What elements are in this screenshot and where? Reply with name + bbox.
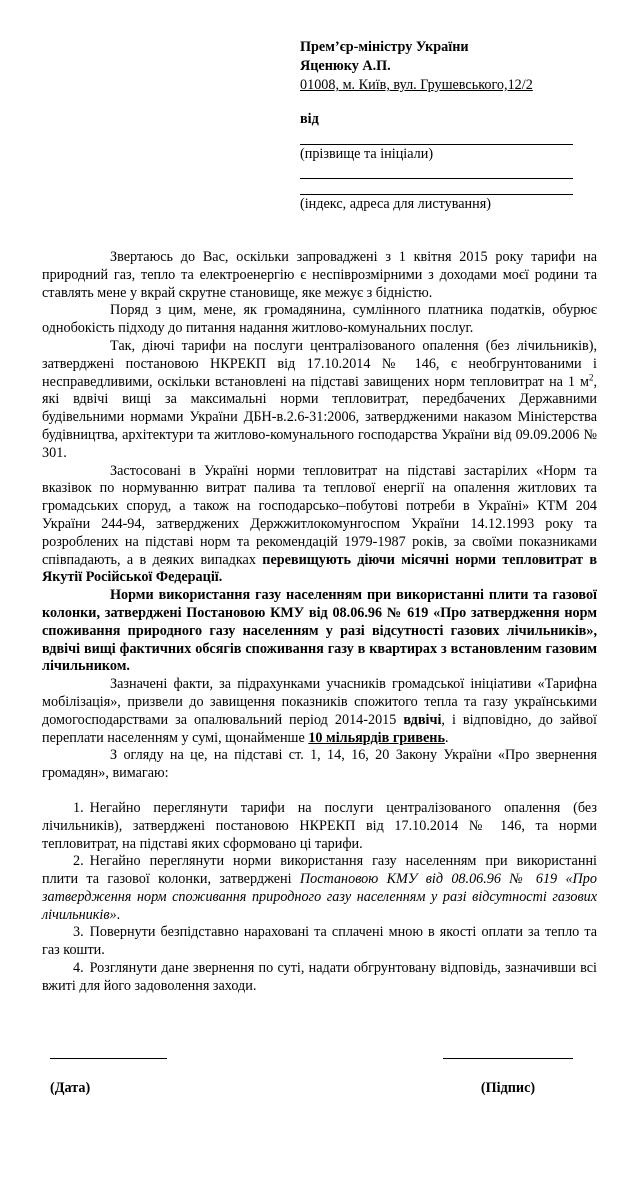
demand-1-text: Негайно переглянути тарифи на послуги централізованого опалення (без лічильників), затверджені постановою НКРЕКП від 17.10.2014 № 146, та норми тепловитрат, на підставі яких сформовано ці тарифи. [42,799,597,852]
demand-4-number: 4. [73,960,84,977]
paragraph-taxpayer-text: Поряд з цим, мене, як громадянина, сумлінного платника податків, обурює однобокість підходу до питання надання житлово-комунальних послуг. [42,302,597,337]
demand-item-3 [42,924,597,960]
demand-2-text: Негайно переглянути норми використання газу населенням при використанні плити та газової колонки, затверджені [42,853,597,888]
recipient-address: 01008, м. Київ, вул. Грушевського,12/2 [300,77,533,93]
overpayment-text-3: . [444,729,449,746]
signature-label: (Підпис) [480,1079,536,1096]
heating-tariffs-text-1: Так, діючі тарифи на послуги централізованого опалення (без лічильників), затверджені постановою НКРЕКП від 17.10.2014 № 146, є необгрунтованими і несправедливими, оскільки встановлені на підставі завищених норм тепловитрат на 1 м [42,337,597,390]
heating-tariffs-text-2: , які вдвічі вищі за максимальні норми тепловитрат, передбачених Державними будівельними нормами України ДБН-в.2.6-31:2006, затвердженими наказом Міністерства будівництва, архітектури та житлово-комунального господарства України від 09.09.2006 № 301. [42,373,597,461]
paragraph-taxpayer [42,302,597,338]
outdated-norms-text: Застосовані в Україні норми тепловитрат на підставі застарілих «Норм та вказівок по нормуванню витрат палива та теплової енергії на опалення житлових та громадських споруд, а також на господарсько–побутові потреби в Україні» КТМ 204 України 244-94, затверджених Держжитлокомунгоспом України 14.12.1993 року та розроблених на підставі норм та рекомендацій 1979-1987 років, за своїми показниками співпадають, а в деяких випадках [42,462,597,568]
demand-item-4 [42,960,597,996]
gas-norms-bold: Норми використання газу населенням при використанні плити та газової колонки, затверджені Постановою КМУ від 08.06.96 № 619 «Про затвердження норм споживання природного газу населенням у разі відсутності газових лічильників», вдвічі вищі фактичних обсягів споживання газу в квартирах з встановленим газовим лічильником. [42,587,597,675]
legal-basis-text: З огляду на це, на підставі ст. 1, 14, 16, 20 Закону України «Про звернення громадян», вимагаю: [42,747,597,782]
demand-2-number: 2. [73,853,84,870]
sender-address-blank-line-2 [300,179,573,195]
ten-billion-bold-underline: 10 мільярдів гривень [308,729,445,746]
paragraph-legal-basis [42,747,597,783]
demand-1-number: 1. [73,799,84,816]
paragraph-heating-tariffs [42,338,597,463]
demand-4-text: Розглянути дане звернення по суті, надати обгрунтовану відповідь, зазначивши всі вжиті для його задоволення заходи. [42,960,597,994]
letter-body [42,249,597,996]
twice-bold: вдвічі [403,711,442,728]
date-blank-line [50,1058,167,1059]
sender-name-hint: (прізвище та ініціали) [300,146,434,162]
signature-block [443,1058,573,1097]
sender-address-hint: (індекс, адреса для листування) [300,196,491,212]
signature-blank-line [443,1058,573,1059]
paragraph-overpayment [42,676,597,747]
demands-list [42,800,597,996]
paragraph-intro [42,249,597,302]
demand-2-decree-italic: Постановою КМУ від 08.06.96 № 619 «Про затвердження норм споживання природного газу населенням у разі відсутності газових лічильників» [42,871,597,923]
signature-footer [42,1058,597,1097]
demand-3-text: Повернути безпідставно нараховані та сплачені мною в якості оплати за тепло та газ кошти. [42,924,597,959]
date-label: (Дата) [50,1079,91,1096]
demand-item-2 [42,853,597,924]
paragraph-gas-norms [42,587,597,676]
sender-address-blank-line-1 [300,164,573,179]
demand-3-number: 3. [73,924,84,941]
demand-2-period: . [116,906,121,923]
overpayment-text-2: , і відповідно, до зайвої переплати населенням у сумі, щонайменше [42,711,597,746]
yakutia-comparison-bold: перевищують діючи місячні норми тепловитрат в Якутії Російської Федерації. [42,551,597,586]
sender-name-blank-line [300,129,573,145]
recipient-block [300,38,573,214]
demand-item-1 [42,800,597,853]
from-label: від [300,111,319,127]
recipient-name: Яценюку А.П. [300,58,391,74]
paragraph-outdated-norms [42,463,597,588]
paragraph-intro-text: Звертаюсь до Вас, оскільки запроваджені з 1 квітня 2015 року тарифи на природний газ, тепло та електроенергію є неспіврозмірними з доходами моєї родини та ставлять мене у вкрай скрутне становище, яке межує з бідністю. [42,249,597,301]
date-block [50,1058,167,1097]
recipient-title: Прем’єр-міністру України [300,39,469,55]
overpayment-text-1: Зазначені факти, за підрахунками учасників громадської ініціативи «Тарифна мобілізація», призвели до завищення показників спожитого тепла та газу українськими домогосподарствами за опалювальний період 2014-2015 [42,676,597,728]
square-meter-superscript: 2 [588,371,594,382]
